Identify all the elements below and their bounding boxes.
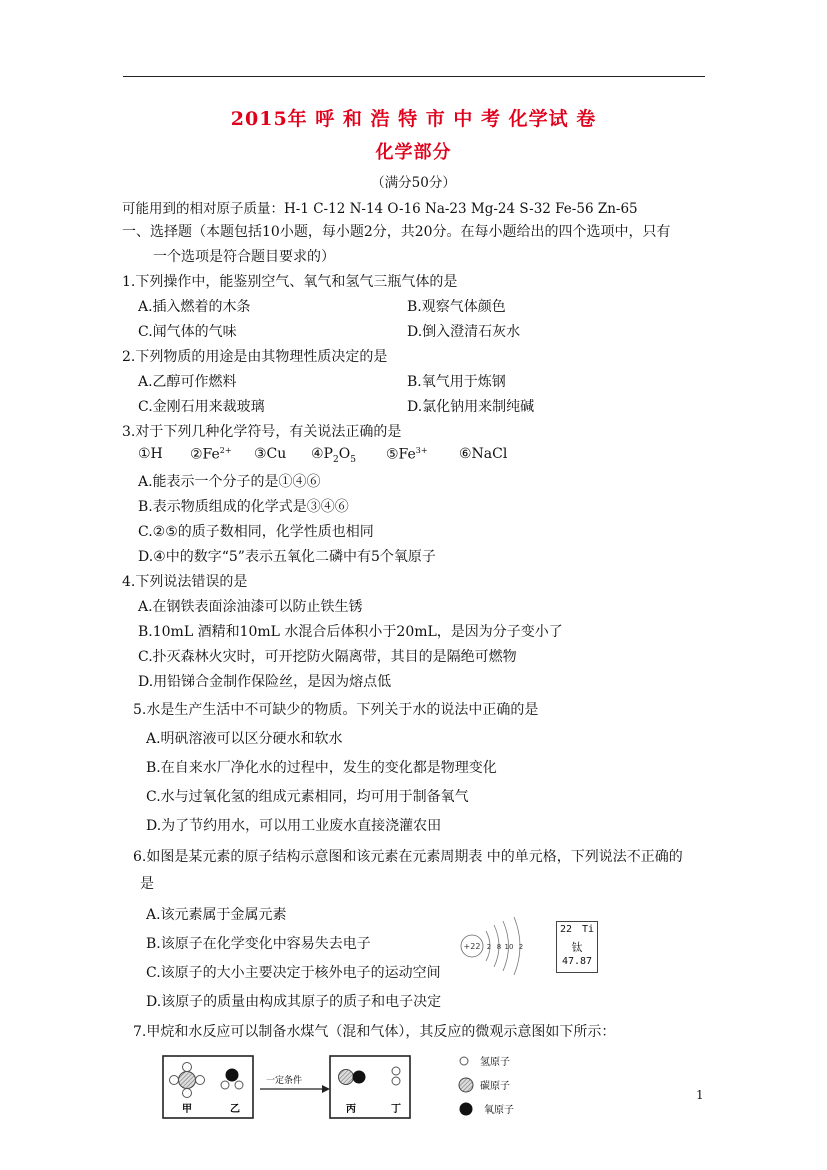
label-jia: 甲: [182, 1104, 192, 1115]
atom-structure-diagram: [456, 913, 542, 977]
label-ding: 丁: [391, 1104, 401, 1115]
element-name: 钛: [571, 941, 583, 954]
q1-option-a: A.插入燃着的木条: [138, 299, 251, 315]
q5-option-c: C.水与过氧化氢的组成元素相同，均可用于制备氧气: [146, 789, 469, 805]
carbon-atom: [179, 1072, 196, 1089]
carbon-atom: [339, 1070, 354, 1085]
section-heading-cont: 一个选项是符合题目要求的）: [153, 249, 335, 265]
q6-option-a: A.该元素属于金属元素: [146, 907, 287, 923]
q1-option-c: C.闻气体的气味: [138, 324, 237, 340]
header-rule: [123, 76, 705, 77]
q3-option-a: A.能表示一个分子的是①④⑥: [138, 474, 321, 490]
question-6-stem: 6.如图是某元素的原子结构示意图和该元素在元素周期表 中的单元格，下列说法不正确的: [133, 849, 683, 865]
atomic-masses: 可能用到的相对原子质量：H-1 C-12 N-14 O-16 Na-23 Mg-24 S-32 Fe-56 Zn-65: [122, 201, 638, 217]
score-note: （满分50分）: [371, 175, 456, 191]
label-yi: 乙: [230, 1104, 240, 1115]
q6-option-c: C.该原子的大小主要决定于核外电子的运动空间: [146, 965, 441, 981]
q2-option-c: C.金刚石用来裁玻璃: [138, 399, 265, 415]
symbol-5: $⑤Fe^{3+}$: [386, 446, 428, 463]
q2-option-a: A.乙醇可作燃料: [138, 374, 237, 390]
hydrogen-atom: [392, 1077, 400, 1085]
q6-option-b: B.该原子在化学变化中容易失去电子: [146, 936, 371, 952]
hydrogen-atom: [170, 1076, 179, 1085]
shell-count-1: 2: [486, 943, 492, 951]
q2-option-b: B.氧气用于炼钢: [407, 374, 506, 390]
q3-option-c: C.②⑤的质子数相同，化学性质也相同: [138, 524, 374, 540]
shell-count-4: 2: [518, 943, 524, 951]
hydrogen-atom: [183, 1089, 192, 1098]
hydrogen-atom: [392, 1067, 400, 1075]
legend-oxygen: 氧原子: [484, 1105, 514, 1116]
q5-option-d: D.为了节约用水，可以用工业废水直接浇灌农田: [146, 818, 442, 834]
q1-option-b: B.观察气体颜色: [407, 299, 506, 315]
reaction-condition: 一定条件: [266, 1076, 303, 1086]
arrow-head: [322, 1085, 330, 1093]
q4-option-d: D.用铅锑合金制作保险丝，是因为熔点低: [138, 674, 392, 690]
symbol-1: ①H: [138, 446, 163, 462]
hydrogen-atom: [183, 1063, 192, 1072]
legend-carbon-icon: [459, 1078, 473, 1092]
symbol-6: ⑥NaCl: [459, 446, 508, 462]
atomic-number: 22: [560, 924, 573, 935]
q3-option-d: D.④中的数字“5”表示五氧化二磷中有5个氧原子: [138, 549, 436, 565]
hydrogen-atom: [235, 1081, 243, 1089]
shell-count-2: 8: [496, 943, 502, 951]
legend-hydrogen: 氢原子: [480, 1057, 510, 1068]
q5-option-b: B.在自来水厂净化水的过程中，发生的变化都是物理变化: [146, 760, 497, 776]
question-3-stem: 3.对于下列几种化学符号，有关说法正确的是: [122, 424, 402, 440]
section-heading: 一、选择题（本题包括10小题，每小题2分，共20分。在每小题给出的四个选项中，只有: [122, 224, 671, 240]
q6-option-d: D.该原子的质量由构成其原子的质子和电子决定: [146, 994, 442, 1010]
q2-option-d: D.氯化钠用来制纯碱: [407, 399, 535, 415]
periodic-table-cell: [556, 921, 598, 973]
question-5-stem: 5.水是生产生活中不可缺少的物质。下列关于水的说法中正确的是: [133, 702, 539, 718]
q4-option-b: B.10mL 酒精和10mL 水混合后体积小于20mL，是因为分子变小了: [138, 624, 563, 640]
symbol-3: ③Cu: [254, 446, 287, 462]
symbol-4: $④P_2O_5$: [311, 446, 356, 465]
question-2-stem: 2.下列物质的用途是由其物理性质决定的是: [122, 349, 388, 365]
q3-option-b: B.表示物质组成的化学式是③④⑥: [138, 499, 349, 515]
question-6-stem-cont: 是: [140, 876, 154, 892]
q1-option-d: D.倒入澄清石灰水: [407, 324, 521, 340]
page-title: 2015年 呼 和 浩 特 市 中 考 化学试 卷: [230, 108, 597, 130]
q4-option-c: C.扑灭森林火灾时，可开挖防火隔离带，其目的是隔绝可燃物: [138, 649, 517, 665]
question-1-stem: 1.下列操作中，能鉴别空气、氧气和氢气三瓶气体的是: [122, 274, 458, 290]
shell-count-3: 10: [504, 943, 514, 951]
legend-hydrogen-icon: [460, 1057, 468, 1065]
page-subtitle: 化学部分: [375, 142, 452, 163]
oxygen-atom: [353, 1071, 366, 1084]
reaction-diagram: [160, 1050, 540, 1120]
legend-oxygen-icon: [460, 1103, 473, 1116]
q5-option-a: A.明矾溶液可以区分硬水和软水: [146, 731, 343, 747]
atomic-mass: 47.87: [561, 956, 593, 967]
legend-carbon: 碳原子: [480, 1081, 510, 1092]
element-symbol: Ti: [582, 924, 595, 935]
question-4-stem: 4.下列说法错误的是: [122, 574, 248, 590]
hydrogen-atom: [196, 1076, 205, 1085]
question-7-stem: 7.甲烷和水反应可以制备水煤气（混和气体），其反应的微观示意图如下所示：: [133, 1024, 616, 1040]
hydrogen-atom: [221, 1081, 229, 1089]
oxygen-atom: [226, 1069, 239, 1082]
page-number: 1: [696, 1088, 704, 1102]
label-bing: 丙: [346, 1104, 356, 1115]
q4-option-a: A.在钢铁表面涂油漆可以防止铁生锈: [138, 599, 363, 615]
nucleus-charge: +22: [463, 942, 481, 951]
symbol-2: $②Fe^{2+}$: [190, 446, 232, 463]
